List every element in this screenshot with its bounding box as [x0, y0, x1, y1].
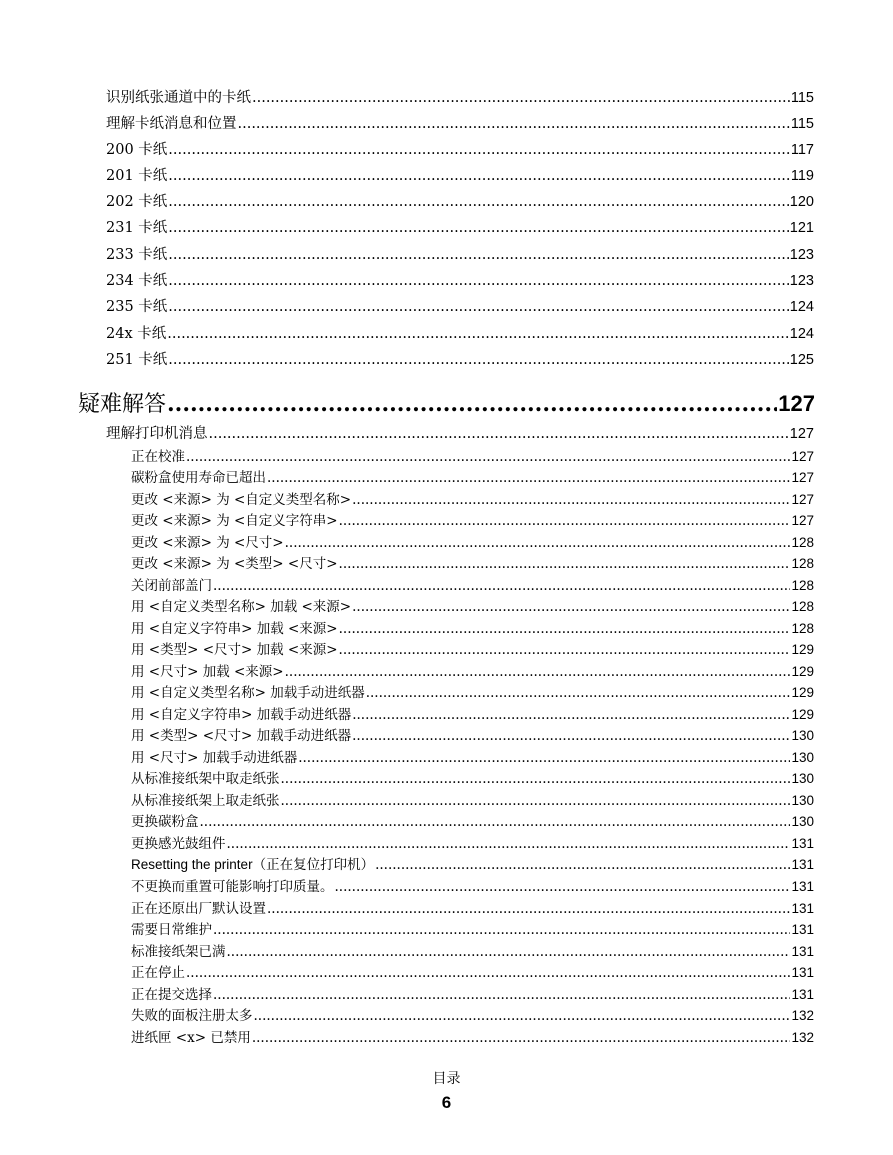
toc-entry-title: 201 卡纸 — [106, 168, 168, 184]
toc-entry[interactable] — [106, 243, 814, 264]
toc-entry-page: 119 — [790, 168, 814, 184]
toc-subentry-title: 不更换而重置可能影响打印质量。 — [131, 879, 334, 895]
toc-subentry-page: 131 — [791, 922, 814, 937]
dot-leader — [209, 426, 789, 442]
toc-section-page: 127 — [789, 426, 814, 442]
footer-label: 目录 — [432, 1071, 461, 1087]
toc-subentry-title: 用 <自定义类型名称> 加载手动进纸器 — [131, 685, 365, 701]
dot-leader — [352, 707, 790, 723]
toc-subentry-title: 失败的面板注册太多 — [131, 1008, 253, 1024]
toc-entry-title: 202 卡纸 — [106, 194, 168, 210]
toc-subentry-page: 130 — [791, 771, 814, 786]
toc-entry[interactable] — [106, 112, 814, 133]
dot-leader — [352, 599, 790, 615]
toc-subentry-page: 131 — [791, 901, 814, 916]
toc-subentry[interactable] — [131, 1004, 814, 1024]
toc-subentry-title: 从标准接纸架上取走纸张 — [131, 793, 280, 809]
toc-subentry-title: 用 <尺寸> 加载手动进纸器 — [131, 750, 298, 766]
dot-leader — [213, 578, 790, 594]
toc-subentry-title: 更改 <来源> 为 <类型> <尺寸> — [131, 556, 338, 572]
dot-leader — [285, 664, 791, 680]
toc-chapter[interactable] — [78, 387, 815, 418]
dot-leader — [168, 247, 789, 263]
toc-entry-title: 200 卡纸 — [106, 142, 168, 158]
toc-subentry-page: 128 — [791, 578, 814, 593]
toc-entry-page: 115 — [790, 90, 814, 106]
dot-leader — [335, 879, 791, 895]
dot-leader — [168, 142, 790, 158]
dot-leader — [285, 535, 791, 551]
toc-entry[interactable] — [106, 295, 814, 316]
dot-leader — [375, 857, 790, 873]
toc-entry-title: 234 卡纸 — [106, 273, 168, 289]
toc-subentry-page: 128 — [791, 621, 814, 636]
toc-subentry[interactable] — [131, 897, 814, 917]
dot-leader — [252, 90, 790, 106]
toc-subentry-title: 用 <自定义字符串> 加载 <来源> — [131, 621, 338, 637]
dot-leader — [168, 220, 789, 236]
toc-subentry-title: 更换感光鼓组件 — [131, 836, 226, 852]
toc-subentry[interactable] — [131, 595, 814, 615]
toc-entry-title: 识别纸张通道中的卡纸 — [106, 90, 251, 106]
toc-section-title: 理解打印机消息 — [106, 426, 208, 442]
toc-entry-title: 理解卡纸消息和位置 — [106, 116, 237, 132]
toc-subentry-page: 129 — [791, 642, 814, 657]
dot-leader — [227, 836, 791, 852]
toc-subentry-title: 正在校准 — [131, 449, 185, 465]
dot-leader — [167, 326, 789, 342]
dot-leader — [252, 1030, 791, 1046]
toc-subentry[interactable] — [131, 810, 814, 830]
toc-subentry[interactable] — [131, 918, 814, 938]
toc-entry-page: 124 — [789, 326, 814, 342]
toc-subentry-page: 130 — [791, 814, 814, 829]
toc-subentry-title: 关闭前部盖门 — [131, 578, 212, 594]
toc-subentry[interactable] — [131, 853, 814, 873]
toc-subentry[interactable] — [131, 638, 814, 658]
toc-subentry-page: 131 — [791, 944, 814, 959]
toc-entry-page: 125 — [789, 352, 814, 368]
toc-subentry-title: 进纸匣 <x> 已禁用 — [131, 1030, 251, 1046]
toc-subentry[interactable] — [131, 703, 814, 723]
toc-subentry-page: 127 — [791, 449, 814, 464]
toc-subentry[interactable] — [131, 681, 814, 701]
toc-entry-page: 117 — [790, 142, 814, 158]
toc-subentry[interactable] — [131, 983, 814, 1003]
toc-subentry-title: 用 <自定义类型名称> 加载 <来源> — [131, 599, 352, 615]
toc-subentry-title: 用 <尺寸> 加载 <来源> — [131, 664, 284, 680]
toc-subentry-title: 更改 <来源> 为 <自定义字符串> — [131, 513, 338, 529]
toc-entry-page: 115 — [790, 116, 814, 132]
toc-subentry-page: 129 — [791, 664, 814, 679]
toc-subentry-title: 用 <类型> <尺寸> 加载手动进纸器 — [131, 728, 352, 744]
toc-subentry-title: 用 <类型> <尺寸> 加载 <来源> — [131, 642, 338, 658]
toc-entry-title: 251 卡纸 — [106, 352, 168, 368]
toc-entry-title: 235 卡纸 — [106, 299, 168, 315]
toc-entry[interactable] — [106, 86, 814, 107]
toc-entry[interactable] — [106, 138, 814, 159]
toc-chapter-title: 疑难解答 — [78, 392, 167, 417]
toc-entry-title: 231 卡纸 — [106, 220, 168, 236]
dot-leader — [168, 168, 790, 184]
toc-subentry[interactable] — [131, 617, 814, 637]
toc-subentry-page: 131 — [791, 857, 814, 872]
toc-entry-page: 123 — [789, 273, 814, 289]
toc-subentry[interactable] — [131, 724, 814, 744]
toc-entry[interactable] — [106, 348, 814, 369]
toc-entry[interactable] — [106, 190, 814, 211]
toc-subentry[interactable] — [131, 531, 814, 551]
toc-entry[interactable] — [106, 216, 814, 237]
dot-leader — [200, 814, 791, 830]
toc-subentry[interactable] — [131, 466, 814, 486]
toc-subentry[interactable] — [131, 875, 814, 895]
dot-leader — [213, 922, 790, 938]
dot-leader — [339, 621, 791, 637]
toc-subentry-page: 130 — [791, 793, 814, 808]
dot-leader — [168, 352, 789, 368]
toc-subentry[interactable] — [131, 746, 814, 766]
dot-leader — [267, 470, 790, 486]
toc-entry[interactable] — [106, 322, 814, 343]
toc-subentry-title: Resetting the printer（正在复位打印机） — [131, 857, 375, 872]
toc-subentry[interactable] — [131, 767, 814, 787]
toc-subentry-page: 129 — [791, 685, 814, 700]
toc-subentry-title: 需要日常维护 — [131, 922, 212, 938]
toc-subentry-page: 131 — [791, 965, 814, 980]
dot-leader — [167, 391, 777, 417]
dot-leader — [298, 750, 790, 766]
toc-subentry-page: 132 — [791, 1008, 814, 1023]
dot-leader — [168, 299, 789, 315]
toc-section[interactable] — [106, 422, 814, 443]
dot-leader — [352, 728, 790, 744]
toc-subentry-title: 更改 <来源> 为 <自定义类型名称> — [131, 492, 352, 508]
toc-entry[interactable] — [106, 164, 814, 185]
toc-subentry[interactable] — [131, 574, 814, 594]
toc-entry-title: 24x 卡纸 — [106, 326, 167, 342]
toc-subentry[interactable] — [131, 509, 814, 529]
toc-subentry-page: 130 — [791, 750, 814, 765]
toc-subentry-page: 131 — [791, 987, 814, 1002]
toc-subentry-title: 碳粉盒使用寿命已超出 — [131, 470, 266, 486]
toc-subentry-title: 从标准接纸架中取走纸张 — [131, 771, 280, 787]
dot-leader — [186, 965, 790, 981]
dot-leader — [213, 987, 790, 1003]
dot-leader — [281, 793, 791, 809]
toc-subentry[interactable] — [131, 552, 814, 572]
toc-entry-page: 120 — [789, 194, 814, 210]
page-number: 6 — [441, 1093, 452, 1112]
toc-subentry[interactable] — [131, 961, 814, 981]
toc-subentry-page: 129 — [791, 707, 814, 722]
toc-subentry[interactable] — [131, 660, 814, 680]
toc-subentry[interactable] — [131, 789, 814, 809]
toc-subentry-page: 132 — [791, 1030, 814, 1045]
dot-leader — [168, 194, 789, 210]
toc-subentry-page: 127 — [791, 513, 814, 528]
toc-entry-page: 124 — [789, 299, 814, 315]
toc-subentry-page: 128 — [791, 599, 814, 614]
toc-subentry-page: 128 — [791, 556, 814, 571]
toc-subentry-page: 130 — [791, 728, 814, 743]
toc-subentry-page: 127 — [791, 492, 814, 507]
toc-subentry-title: 标准接纸架已满 — [131, 944, 226, 960]
dot-leader — [238, 116, 790, 132]
toc-subentry-title: 正在提交选择 — [131, 987, 212, 1003]
dot-leader — [267, 901, 790, 917]
dot-leader — [366, 685, 791, 701]
toc-subentry-page: 127 — [791, 470, 814, 485]
toc-entry[interactable] — [106, 269, 814, 290]
toc-subentry[interactable] — [131, 445, 814, 465]
toc-subentry-page: 131 — [791, 836, 814, 851]
toc-subentry-title: 用 <自定义字符串> 加载手动进纸器 — [131, 707, 352, 723]
toc-entry-page: 121 — [789, 220, 814, 236]
toc-subentry[interactable] — [131, 832, 814, 852]
dot-leader — [352, 492, 790, 508]
toc-subentry-title: 更换碳粉盒 — [131, 814, 199, 830]
dot-leader — [339, 556, 791, 572]
toc-subentry[interactable] — [131, 488, 814, 508]
toc-subentry[interactable] — [131, 1026, 814, 1046]
dot-leader — [227, 944, 791, 960]
toc-chapter-page: 127 — [778, 391, 815, 416]
dot-leader — [281, 771, 791, 787]
toc-subentry-title: 正在停止 — [131, 965, 185, 981]
dot-leader — [339, 513, 791, 529]
dot-leader — [254, 1008, 791, 1024]
toc-subentry-page: 128 — [791, 535, 814, 550]
toc-subentry-title: 正在还原出厂默认设置 — [131, 901, 266, 917]
dot-leader — [186, 449, 790, 465]
toc-entry-page: 123 — [789, 247, 814, 263]
toc-subentry[interactable] — [131, 940, 814, 960]
dot-leader — [339, 642, 791, 658]
toc-subentry-title: 更改 <来源> 为 <尺寸> — [131, 535, 284, 551]
toc-subentry-page: 131 — [791, 879, 814, 894]
dot-leader — [168, 273, 789, 289]
toc-entry-title: 233 卡纸 — [106, 247, 168, 263]
